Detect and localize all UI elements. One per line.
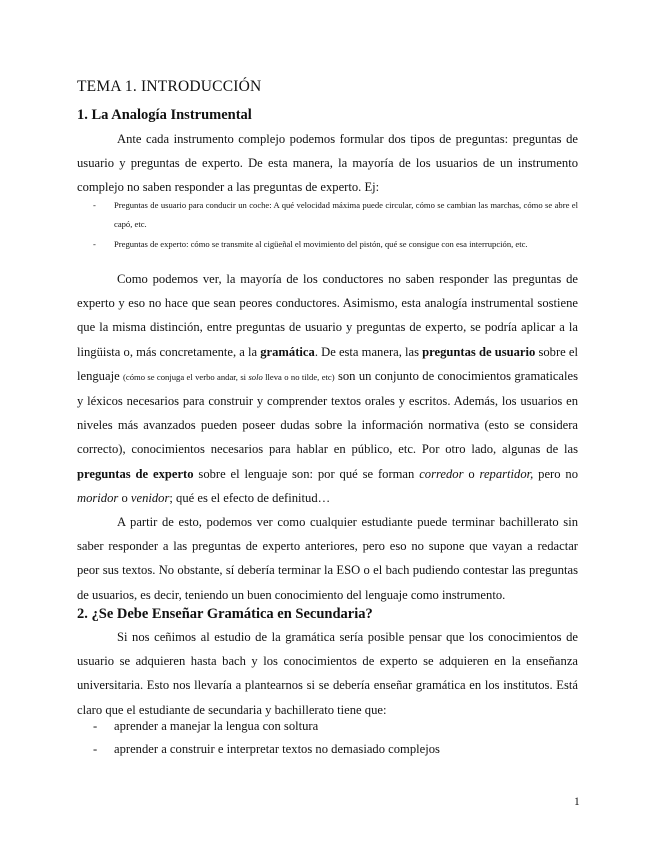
- page-number: 1: [574, 796, 580, 808]
- bullet-dash: -: [93, 741, 98, 756]
- list-item: - Preguntas de experto: cómo se transmite al cigüeñal el movimiento del pistón, qué se consigue con esa interrupción, etc.: [77, 235, 578, 254]
- list-item: - aprender a construir e interpretar textos no demasiado complejos: [77, 738, 578, 761]
- bullet-dash: -: [93, 239, 96, 249]
- document-title: TEMA 1. INTRODUCCIÓN: [77, 78, 262, 95]
- bullet-dash: -: [93, 719, 98, 733]
- list-item: - Preguntas de usuario para conducir un coche: A qué velocidad máxima puede circular, cómo se cambian las marchas, cómo se abre el capó, etc.: [77, 196, 578, 233]
- section-2-body: [77, 625, 578, 722]
- section-1-heading: 1. La Analogía Instrumental: [77, 107, 252, 123]
- section-1-intro: [77, 127, 578, 200]
- bullet-dash: -: [93, 200, 96, 210]
- list-item: - aprender a manejar la lengua con soltura: [77, 715, 578, 738]
- paragraph: A partir de esto, podemos ver como cualquier estudiante puede terminar bachillerato sin saber responder a las preguntas de experto anteriores, pero eso no supone que vayan a redactar peor sus textos. No obstante, sí debería terminar la ESO o el bach pudiendo contestar las preguntas de usuarios, es decir, teniendo un buen conocimiento del lenguaje como instrumento.: [77, 515, 578, 602]
- example-list: [77, 196, 578, 256]
- section-1-body: [77, 267, 578, 607]
- paragraph: Como podemos ver, la mayoría de los conductores no saben responder las preguntas de experto y eso no hace que sean peores conductores. Asimismo, esta analogía instrumental sostiene que la misma distinción, entre preguntas de usuario y preguntas de experto, se podría aplicar a la lingüista o, más concretamente, a la gramática. De esta manera, las preguntas de usuario sobre el lenguaje (cómo se conjuga el verbo andar, si solo lleva o no tilde, etc) son un conjunto de conocimientos gramaticales y léxicos necesarios para construir y comprender textos orales y escritos. Además, los usuarios en niveles más avanzados pueden poseer dudas sobre la información normativa (esto se considera correcto), conocimientos necesarios para hablar en público, etc. Por otro lado, algunas de las preguntas de experto sobre el lenguaje son: por qué se forman corredor o repartidor, pero no moridor o venidor; qué es el efecto de definitud…: [77, 272, 578, 505]
- section-2-heading: 2. ¿Se Debe Enseñar Gramática en Secundaria?: [77, 606, 373, 622]
- paragraph: Ante cada instrumento complejo podemos formular dos tipos de preguntas: preguntas de usuario y preguntas de experto. De esta manera, la mayoría de los usuarios de un instrumento complejo no saben responder a las preguntas de experto. Ej:: [77, 132, 578, 195]
- requirements-list: [77, 715, 578, 760]
- paragraph: Si nos ceñimos al estudio de la gramática sería posible pensar que los conocimientos de usuario se adquieren hasta bach y los conocimientos de experto se adquieren en la enseñanza universitaria. Esto nos llevaría a plantearnos si se debería enseñar gramática en los institutos. Está claro que el estudiante de secundaria y bachillerato tiene que:: [77, 630, 578, 717]
